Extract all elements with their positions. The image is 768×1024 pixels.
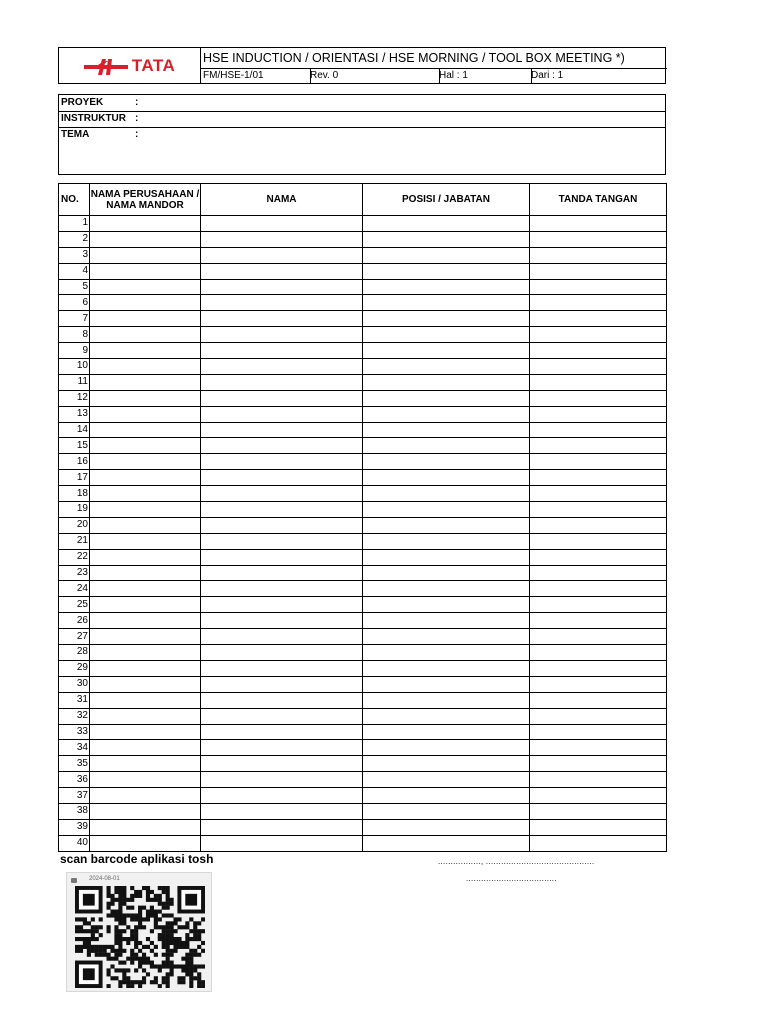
nama-cell[interactable]: [201, 454, 363, 470]
row-number: 14: [59, 422, 90, 438]
row-number: 2: [59, 231, 90, 247]
row-number: 28: [59, 645, 90, 661]
table-row: [59, 756, 667, 772]
signature-cell[interactable]: [530, 581, 667, 597]
nama-cell[interactable]: [201, 406, 363, 422]
nama-cell[interactable]: [201, 422, 363, 438]
table-row: [59, 406, 667, 422]
nama-cell[interactable]: [201, 295, 363, 311]
tema-colon: :: [135, 129, 139, 140]
company-cell[interactable]: [90, 629, 201, 645]
company-cell[interactable]: [90, 247, 201, 263]
row-number: 39: [59, 819, 90, 835]
tema-field[interactable]: [59, 127, 665, 174]
table-row: [59, 295, 667, 311]
signature-cell[interactable]: [530, 549, 667, 565]
row-number: 4: [59, 263, 90, 279]
row-number: 19: [59, 502, 90, 518]
row-number: 1: [59, 216, 90, 232]
posisi-cell[interactable]: [363, 438, 530, 454]
posisi-cell[interactable]: [363, 454, 530, 470]
posisi-cell[interactable]: [363, 327, 530, 343]
nama-cell[interactable]: [201, 311, 363, 327]
table-row: [59, 740, 667, 756]
signature-cell[interactable]: [530, 359, 667, 375]
posisi-cell[interactable]: [363, 295, 530, 311]
nama-cell[interactable]: [201, 660, 363, 676]
nama-cell[interactable]: [201, 819, 363, 835]
row-number: 6: [59, 295, 90, 311]
nama-cell[interactable]: [201, 327, 363, 343]
signature-cell[interactable]: [530, 803, 667, 819]
table-row: [59, 327, 667, 343]
row-number: 3: [59, 247, 90, 263]
nama-cell[interactable]: [201, 803, 363, 819]
posisi-cell[interactable]: [363, 231, 530, 247]
company-cell[interactable]: [90, 295, 201, 311]
company-cell[interactable]: [90, 772, 201, 788]
logo-wordmark: TATA: [131, 55, 176, 75]
row-number: 21: [59, 533, 90, 549]
row-number: 30: [59, 676, 90, 692]
posisi-cell[interactable]: [363, 406, 530, 422]
nama-cell[interactable]: [201, 676, 363, 692]
form-title: HSE INDUCTION / ORIENTASI / HSE MORNING / TOOL BOX MEETING *): [201, 48, 667, 69]
nama-cell[interactable]: [201, 470, 363, 486]
table-row: [59, 311, 667, 327]
signature-cell[interactable]: [530, 390, 667, 406]
signature-cell[interactable]: [530, 613, 667, 629]
signature-cell[interactable]: [530, 708, 667, 724]
nama-cell[interactable]: [201, 359, 363, 375]
table-row: [59, 692, 667, 708]
company-logo: [59, 48, 201, 83]
signature-line: ....................................: [466, 874, 557, 883]
row-number: 8: [59, 327, 90, 343]
signature-cell[interactable]: [530, 422, 667, 438]
row-number: 24: [59, 581, 90, 597]
table-row: [59, 724, 667, 740]
instruktur-label: INSTRUKTUR: [61, 113, 126, 124]
table-row: [59, 629, 667, 645]
table-row: [59, 772, 667, 788]
signature-cell[interactable]: [530, 819, 667, 835]
posisi-cell[interactable]: [363, 502, 530, 518]
nama-cell[interactable]: [201, 835, 363, 851]
table-row: [59, 231, 667, 247]
row-number: 5: [59, 279, 90, 295]
company-cell[interactable]: [90, 660, 201, 676]
row-number: 7: [59, 311, 90, 327]
form-number: FM/HSE-1/01: [201, 69, 311, 83]
revision: Rev. 0: [308, 69, 440, 83]
signature-cell[interactable]: [530, 295, 667, 311]
proyek-label: PROYEK: [61, 97, 104, 108]
table-row: [59, 549, 667, 565]
signature-cell[interactable]: [530, 374, 667, 390]
row-number: 31: [59, 692, 90, 708]
company-cell[interactable]: [90, 216, 201, 232]
calendar-icon: [71, 878, 77, 883]
company-cell[interactable]: [90, 756, 201, 772]
col-header-nama: NAMA: [201, 184, 363, 216]
row-number: 35: [59, 756, 90, 772]
company-cell[interactable]: [90, 549, 201, 565]
posisi-cell[interactable]: [363, 486, 530, 502]
company-cell[interactable]: [90, 263, 201, 279]
signature-cell[interactable]: [530, 454, 667, 470]
table-row: [59, 247, 667, 263]
posisi-cell[interactable]: [363, 549, 530, 565]
nama-cell[interactable]: [201, 486, 363, 502]
qr-code-card[interactable]: [66, 872, 212, 992]
nama-cell[interactable]: [201, 629, 363, 645]
signature-cell[interactable]: [530, 517, 667, 533]
nama-cell[interactable]: [201, 438, 363, 454]
form-header: [58, 47, 666, 84]
row-number: 32: [59, 708, 90, 724]
nama-cell[interactable]: [201, 724, 363, 740]
page-number: Hal : 1: [437, 69, 532, 83]
signature-cell[interactable]: [530, 279, 667, 295]
row-number: 25: [59, 597, 90, 613]
company-cell[interactable]: [90, 581, 201, 597]
tata-emblem-icon: [84, 57, 128, 75]
nama-cell[interactable]: [201, 597, 363, 613]
signature-cell[interactable]: [530, 565, 667, 581]
table-row: [59, 517, 667, 533]
signature-cell[interactable]: [530, 533, 667, 549]
nama-cell[interactable]: [201, 565, 363, 581]
table-header-row: [59, 184, 667, 216]
row-number: 26: [59, 613, 90, 629]
posisi-cell[interactable]: [363, 676, 530, 692]
company-cell[interactable]: [90, 692, 201, 708]
instruktur-field[interactable]: [59, 111, 665, 128]
nama-cell[interactable]: [201, 374, 363, 390]
company-cell[interactable]: [90, 438, 201, 454]
nama-cell[interactable]: [201, 390, 363, 406]
col-header-tanda-tangan: TANDA TANGAN: [530, 184, 667, 216]
table-row: [59, 470, 667, 486]
table-row: [59, 486, 667, 502]
posisi-cell[interactable]: [363, 660, 530, 676]
table-row: [59, 819, 667, 835]
company-cell[interactable]: [90, 835, 201, 851]
signature-cell[interactable]: [530, 597, 667, 613]
posisi-cell[interactable]: [363, 629, 530, 645]
table-row: [59, 581, 667, 597]
company-cell[interactable]: [90, 279, 201, 295]
nama-cell[interactable]: [201, 708, 363, 724]
row-number: 9: [59, 343, 90, 359]
table-row: [59, 597, 667, 613]
row-number: 37: [59, 788, 90, 804]
nama-cell[interactable]: [201, 645, 363, 661]
company-cell[interactable]: [90, 374, 201, 390]
company-cell[interactable]: [90, 517, 201, 533]
signature-cell[interactable]: [530, 486, 667, 502]
nama-cell[interactable]: [201, 549, 363, 565]
company-cell[interactable]: [90, 676, 201, 692]
signature-cell[interactable]: [530, 835, 667, 851]
company-cell[interactable]: [90, 502, 201, 518]
company-cell[interactable]: [90, 803, 201, 819]
company-cell[interactable]: [90, 231, 201, 247]
nama-cell[interactable]: [201, 279, 363, 295]
row-number: 36: [59, 772, 90, 788]
table-row: [59, 343, 667, 359]
posisi-cell[interactable]: [363, 359, 530, 375]
company-cell[interactable]: [90, 645, 201, 661]
company-cell[interactable]: [90, 454, 201, 470]
row-number: 13: [59, 406, 90, 422]
posisi-cell[interactable]: [363, 263, 530, 279]
row-number: 40: [59, 835, 90, 851]
signature-cell[interactable]: [530, 470, 667, 486]
nama-cell[interactable]: [201, 517, 363, 533]
table-row: [59, 263, 667, 279]
table-row: [59, 533, 667, 549]
row-number: 23: [59, 565, 90, 581]
signature-cell[interactable]: [530, 438, 667, 454]
table-row: [59, 279, 667, 295]
table-row: [59, 803, 667, 819]
nama-cell[interactable]: [201, 692, 363, 708]
posisi-cell[interactable]: [363, 740, 530, 756]
attendance-rows: [59, 216, 667, 852]
col-header-no: NO.: [59, 184, 90, 216]
meeting-info: [58, 94, 666, 175]
signature-cell[interactable]: [530, 311, 667, 327]
row-number: 33: [59, 724, 90, 740]
nama-cell[interactable]: [201, 343, 363, 359]
table-row: [59, 374, 667, 390]
nama-cell[interactable]: [201, 756, 363, 772]
signature-cell[interactable]: [530, 502, 667, 518]
company-cell[interactable]: [90, 406, 201, 422]
posisi-cell[interactable]: [363, 708, 530, 724]
row-number: 22: [59, 549, 90, 565]
company-cell[interactable]: [90, 740, 201, 756]
qr-date: 2024-08-01: [89, 876, 120, 882]
company-cell[interactable]: [90, 486, 201, 502]
company-cell[interactable]: [90, 613, 201, 629]
row-number: 17: [59, 470, 90, 486]
table-row: [59, 216, 667, 232]
row-number: 18: [59, 486, 90, 502]
row-number: 20: [59, 517, 90, 533]
posisi-cell[interactable]: [363, 390, 530, 406]
signature-cell[interactable]: [530, 343, 667, 359]
row-number: 12: [59, 390, 90, 406]
signature-cell[interactable]: [530, 660, 667, 676]
company-cell[interactable]: [90, 343, 201, 359]
posisi-cell[interactable]: [363, 279, 530, 295]
posisi-cell[interactable]: [363, 756, 530, 772]
table-row: [59, 422, 667, 438]
instruktur-colon: :: [135, 113, 139, 124]
row-number: 29: [59, 660, 90, 676]
posisi-cell[interactable]: [363, 597, 530, 613]
posisi-cell[interactable]: [363, 788, 530, 804]
tema-label: TEMA: [61, 129, 90, 140]
posisi-cell[interactable]: [363, 692, 530, 708]
row-number: 27: [59, 629, 90, 645]
place-date-line: ................., ...........................................: [438, 857, 595, 866]
posisi-cell[interactable]: [363, 533, 530, 549]
qr-code-icon: [75, 886, 205, 988]
row-number: 16: [59, 454, 90, 470]
posisi-cell[interactable]: [363, 343, 530, 359]
table-row: [59, 565, 667, 581]
proyek-colon: :: [135, 97, 139, 108]
company-cell[interactable]: [90, 422, 201, 438]
attendance-table: [58, 183, 667, 852]
company-cell[interactable]: [90, 819, 201, 835]
signature-cell[interactable]: [530, 692, 667, 708]
signature-cell[interactable]: [530, 406, 667, 422]
posisi-cell[interactable]: [363, 772, 530, 788]
signature-cell[interactable]: [530, 629, 667, 645]
nama-cell[interactable]: [201, 788, 363, 804]
row-number: 15: [59, 438, 90, 454]
table-row: [59, 676, 667, 692]
table-row: [59, 708, 667, 724]
signature-cell[interactable]: [530, 216, 667, 232]
nama-cell[interactable]: [201, 502, 363, 518]
company-cell[interactable]: [90, 327, 201, 343]
posisi-cell[interactable]: [363, 581, 530, 597]
company-cell[interactable]: [90, 597, 201, 613]
table-row: [59, 660, 667, 676]
table-row: [59, 502, 667, 518]
signature-cell[interactable]: [530, 772, 667, 788]
posisi-cell[interactable]: [363, 803, 530, 819]
nama-cell[interactable]: [201, 613, 363, 629]
signature-cell[interactable]: [530, 327, 667, 343]
company-cell[interactable]: [90, 390, 201, 406]
posisi-cell[interactable]: [363, 835, 530, 851]
row-number: 34: [59, 740, 90, 756]
signature-cell[interactable]: [530, 788, 667, 804]
scan-instruction: scan barcode aplikasi tosh: [60, 852, 214, 866]
nama-cell[interactable]: [201, 263, 363, 279]
posisi-cell[interactable]: [363, 247, 530, 263]
signature-cell[interactable]: [530, 724, 667, 740]
posisi-cell[interactable]: [363, 470, 530, 486]
table-row: [59, 788, 667, 804]
col-header-company: NAMA PERUSAHAAN / NAMA MANDOR: [90, 184, 201, 216]
nama-cell[interactable]: [201, 740, 363, 756]
signature-cell[interactable]: [530, 247, 667, 263]
nama-cell[interactable]: [201, 581, 363, 597]
row-number: 10: [59, 359, 90, 375]
table-row: [59, 835, 667, 851]
signature-cell[interactable]: [530, 231, 667, 247]
company-cell[interactable]: [90, 788, 201, 804]
row-number: 38: [59, 803, 90, 819]
company-cell[interactable]: [90, 359, 201, 375]
posisi-cell[interactable]: [363, 422, 530, 438]
nama-cell[interactable]: [201, 772, 363, 788]
table-row: [59, 613, 667, 629]
nama-cell[interactable]: [201, 247, 363, 263]
nama-cell[interactable]: [201, 231, 363, 247]
company-cell[interactable]: [90, 724, 201, 740]
posisi-cell[interactable]: [363, 374, 530, 390]
row-number: 11: [59, 374, 90, 390]
posisi-cell[interactable]: [363, 517, 530, 533]
table-row: [59, 454, 667, 470]
signature-cell[interactable]: [530, 756, 667, 772]
posisi-cell[interactable]: [363, 819, 530, 835]
posisi-cell[interactable]: [363, 311, 530, 327]
posisi-cell[interactable]: [363, 613, 530, 629]
nama-cell[interactable]: [201, 533, 363, 549]
posisi-cell[interactable]: [363, 216, 530, 232]
signature-cell[interactable]: [530, 740, 667, 756]
proyek-field[interactable]: [59, 95, 665, 112]
col-header-posisi: POSISI / JABATAN: [363, 184, 530, 216]
company-cell[interactable]: [90, 565, 201, 581]
signature-cell[interactable]: [530, 676, 667, 692]
table-row: [59, 390, 667, 406]
table-row: [59, 438, 667, 454]
posisi-cell[interactable]: [363, 565, 530, 581]
company-cell[interactable]: [90, 533, 201, 549]
signature-cell[interactable]: [530, 263, 667, 279]
page-total: Dari : 1: [531, 70, 564, 81]
company-cell[interactable]: [90, 311, 201, 327]
company-cell[interactable]: [90, 470, 201, 486]
company-cell[interactable]: [90, 708, 201, 724]
posisi-cell[interactable]: [363, 724, 530, 740]
signature-cell[interactable]: [530, 645, 667, 661]
posisi-cell[interactable]: [363, 645, 530, 661]
nama-cell[interactable]: [201, 216, 363, 232]
table-row: [59, 359, 667, 375]
table-row: [59, 645, 667, 661]
